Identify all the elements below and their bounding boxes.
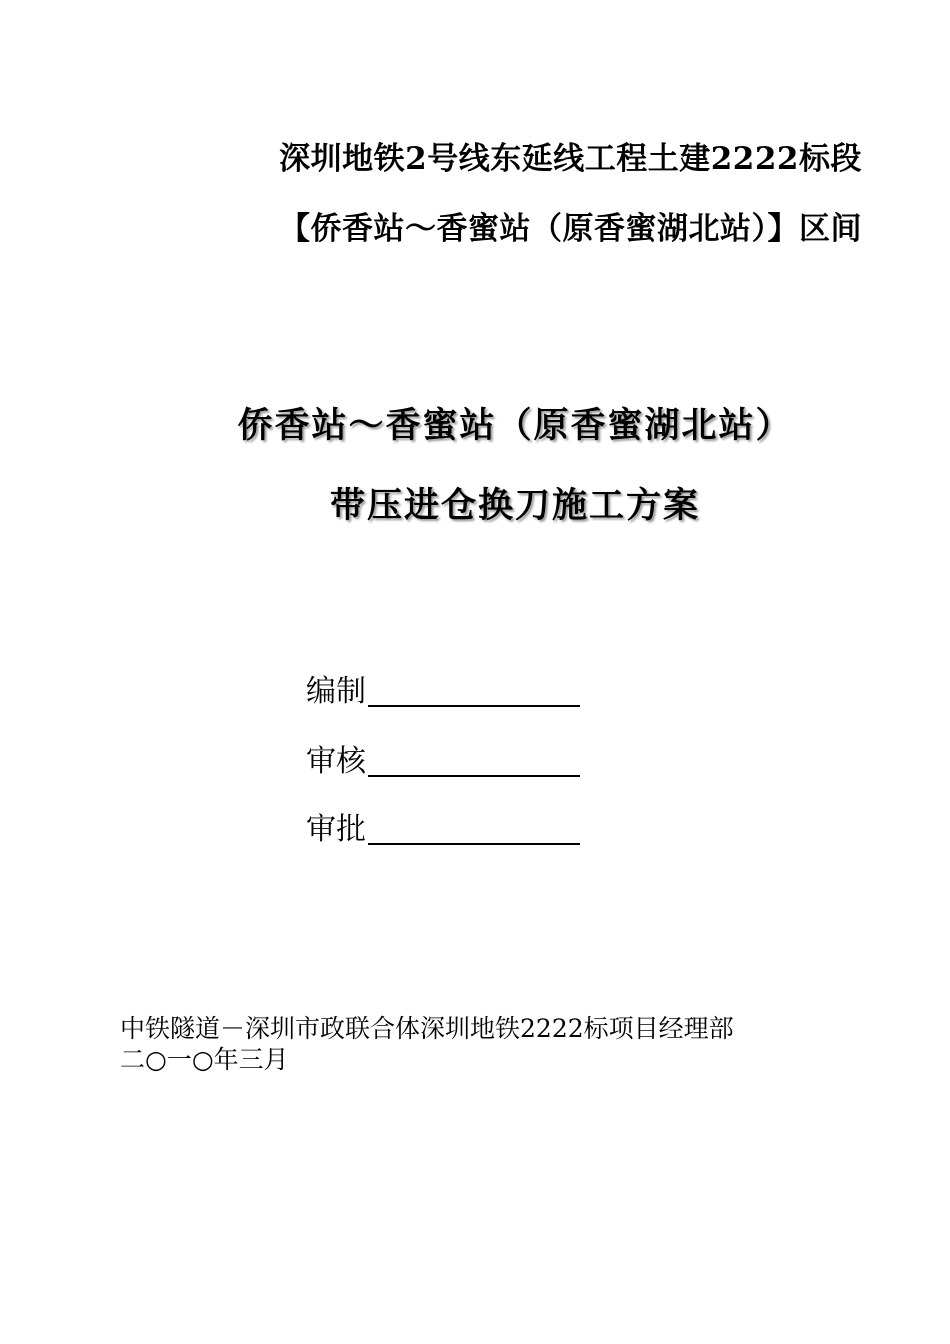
- signature-blank-approve: [368, 843, 580, 845]
- project-section-title: 深圳地铁2号线东延线工程土建2222标段: [279, 141, 862, 177]
- tunnel-interval-title: 【侨香站～香蜜站（原香蜜湖北站）】区间: [279, 211, 862, 247]
- signature-blank-review: [368, 775, 580, 777]
- signature-row-compile: [306, 670, 580, 710]
- document-title-stations: 侨香站～香蜜站（原香蜜湖北站）: [237, 405, 793, 446]
- signature-row-review: [306, 740, 580, 780]
- document-title-plan: 带压进仓换刀施工方案: [329, 485, 700, 526]
- footer-organization: 中铁隧道－深圳市政联合体深圳地铁2222标项目经理部: [120, 1014, 734, 1043]
- signature-blank-compile: [368, 705, 580, 707]
- signature-label-review: 审核: [306, 744, 366, 779]
- signature-label-compile: 编制: [306, 674, 366, 709]
- signature-label-approve: 审批: [306, 812, 366, 847]
- signature-row-approve: [306, 808, 580, 848]
- footer-date: 二○一○年三月: [120, 1045, 289, 1074]
